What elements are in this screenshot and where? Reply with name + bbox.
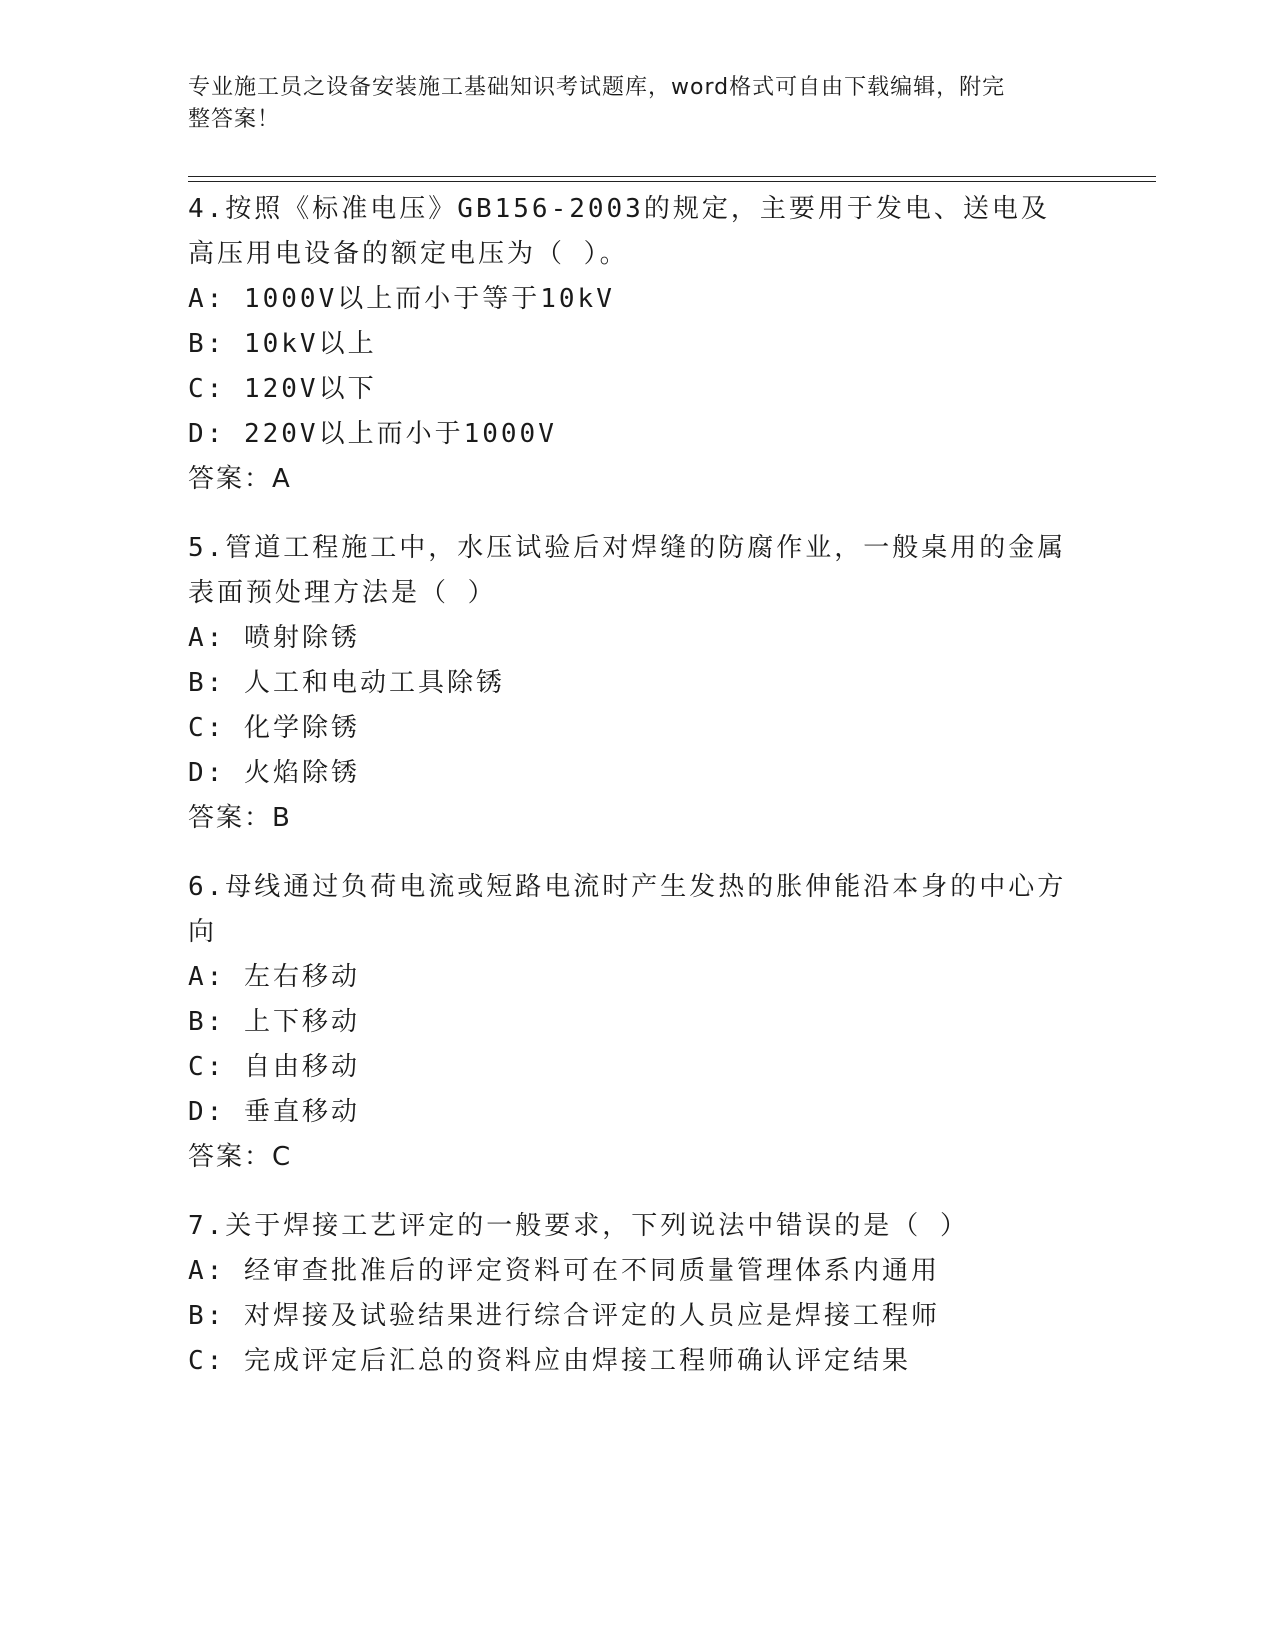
option-letter: D: xyxy=(188,419,226,449)
option-letter: B: xyxy=(188,668,226,698)
question-6 xyxy=(188,865,1088,1180)
option-c xyxy=(188,1045,1088,1090)
question-text: 6.母线通过负荷电流或短路电流时产生发热的胀伸能沿本身的中心方向 xyxy=(188,872,1067,947)
option-letter: A: xyxy=(188,962,226,992)
option-text: 人工和电动工具除锈 xyxy=(243,668,505,698)
header-line-1: 专业施工员之设备安装施工基础知识考试题库，word格式可自由下载编辑，附完 xyxy=(188,75,1006,100)
header-line-2: 整答案！ xyxy=(188,107,281,132)
question-text: 7.关于焊接工艺评定的一般要求，下列说法中错误的是（ ） xyxy=(188,1211,969,1241)
answer-line: 答案：C xyxy=(188,1142,293,1172)
option-text: 经审查批准后的评定资料可在不同质量管理体系内通用 xyxy=(243,1256,940,1286)
option-text: 自由移动 xyxy=(243,1052,360,1082)
option-a xyxy=(188,1249,1088,1294)
question-7 xyxy=(188,1204,1088,1384)
option-letter: B: xyxy=(188,1301,226,1331)
option-b xyxy=(188,1294,1088,1339)
option-letter: A: xyxy=(188,623,226,653)
option-letter: B: xyxy=(188,329,226,359)
option-c xyxy=(188,706,1088,751)
option-text: 左右移动 xyxy=(243,962,360,992)
option-letter: C: xyxy=(188,1052,226,1082)
option-d xyxy=(188,1090,1088,1135)
option-c xyxy=(188,1339,1088,1384)
option-letter: D: xyxy=(188,1097,226,1127)
option-text: 垂直移动 xyxy=(243,1097,360,1127)
header-divider-bottom xyxy=(188,181,1156,182)
option-a xyxy=(188,955,1088,1000)
document-header xyxy=(188,72,1068,136)
question-text: 5.管道工程施工中，水压试验后对焊缝的防腐作业，一般桌用的金属表面预处理方法是（ ） xyxy=(188,533,1067,608)
option-d xyxy=(188,751,1088,796)
header-divider-top xyxy=(188,176,1156,177)
option-text: 上下移动 xyxy=(243,1007,360,1037)
option-a xyxy=(188,277,1088,322)
option-letter: D: xyxy=(188,758,226,788)
option-letter: A: xyxy=(188,284,226,314)
option-text: 化学除锈 xyxy=(243,713,360,743)
answer-line: 答案：A xyxy=(188,464,292,494)
option-letter: C: xyxy=(188,1346,226,1376)
option-b xyxy=(188,1000,1088,1045)
option-c xyxy=(188,367,1088,412)
option-text: 1000V以上而小于等于10kV xyxy=(243,284,615,314)
option-text: 喷射除锈 xyxy=(243,623,360,653)
option-text: 完成评定后汇总的资料应由焊接工程师确认评定结果 xyxy=(243,1346,911,1376)
question-4 xyxy=(188,187,1088,502)
option-d xyxy=(188,412,1088,457)
option-letter: C: xyxy=(188,713,226,743)
option-text: 120V以下 xyxy=(243,374,377,404)
answer-line: 答案：B xyxy=(188,803,292,833)
option-text: 10kV以上 xyxy=(243,329,377,359)
question-text: 4.按照《标准电压》GB156-2003的规定，主要用于发电、送电及高压用电设备的额定电压为（ ）。 xyxy=(188,194,1050,269)
option-text: 火焰除锈 xyxy=(243,758,360,788)
option-letter: A: xyxy=(188,1256,226,1286)
option-a xyxy=(188,616,1088,661)
option-b xyxy=(188,322,1088,367)
option-text: 220V以上而小于1000V xyxy=(243,419,557,449)
option-letter: B: xyxy=(188,1007,226,1037)
question-list xyxy=(188,187,1088,1408)
option-text: 对焊接及试验结果进行综合评定的人员应是焊接工程师 xyxy=(243,1301,940,1331)
question-5 xyxy=(188,526,1088,841)
option-b xyxy=(188,661,1088,706)
option-letter: C: xyxy=(188,374,226,404)
